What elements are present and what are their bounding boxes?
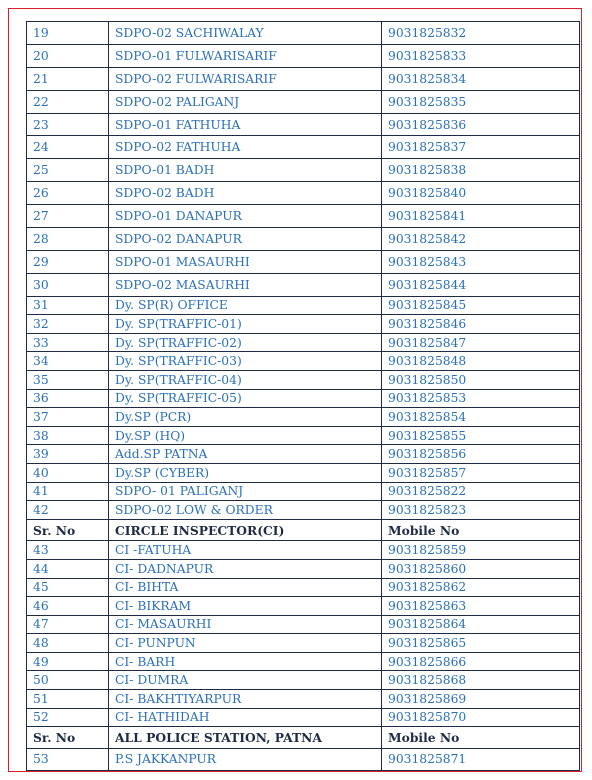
sr-cell: 39: [27, 445, 109, 464]
name-cell: SDPO-02 FATHUHA: [109, 136, 382, 159]
mobile-cell: 9031825857: [382, 464, 580, 483]
sr-cell: 26: [27, 182, 109, 205]
name-cell: CI- BAKHTIYARPUR: [109, 690, 382, 709]
sr-cell: 53: [27, 748, 109, 770]
sr-cell: 29: [27, 250, 109, 273]
mobile-cell: 9031825840: [382, 182, 580, 205]
table-row: [27, 44, 580, 67]
sr-cell: 24: [27, 136, 109, 159]
sr-cell: 21: [27, 67, 109, 90]
table-row: [27, 22, 580, 45]
table-row: [27, 352, 580, 371]
contact-table: [26, 21, 580, 771]
sr-cell: 20: [27, 44, 109, 67]
mobile-cell: 9031825844: [382, 273, 580, 296]
table-row: [27, 597, 580, 616]
sr-cell: 51: [27, 690, 109, 709]
mobile-cell: 9031825846: [382, 315, 580, 334]
mobile-cell: 9031825855: [382, 426, 580, 445]
table-row: [27, 445, 580, 464]
name-cell: SDPO-01 BADH: [109, 159, 382, 182]
table-row: [27, 389, 580, 408]
table-row: [27, 501, 580, 520]
name-cell: CI- DUMRA: [109, 671, 382, 690]
mobile-cell: 9031825866: [382, 652, 580, 671]
table-row: [27, 426, 580, 445]
name-cell: SDPO-02 SACHIWALAY: [109, 22, 382, 45]
name-cell: Dy.SP (PCR): [109, 408, 382, 427]
mobile-cell: 9031825832: [382, 22, 580, 45]
mobile-cell: 9031825842: [382, 228, 580, 251]
table-row: [27, 615, 580, 634]
name-cell: CI- BARH: [109, 652, 382, 671]
name-cell: CI- MASAURHI: [109, 615, 382, 634]
table-row: [27, 578, 580, 597]
name-cell: SDPO-01 MASAURHI: [109, 250, 382, 273]
sr-cell: 38: [27, 426, 109, 445]
table-row: [27, 182, 580, 205]
name-cell: SDPO-02 FULWARISARIF: [109, 67, 382, 90]
table-row: [27, 690, 580, 709]
mobile-cell: 9031825847: [382, 333, 580, 352]
mobile-cell: 9031825834: [382, 67, 580, 90]
sr-cell: 37: [27, 408, 109, 427]
table-row: [27, 159, 580, 182]
name-cell: SDPO-02 DANAPUR: [109, 228, 382, 251]
sr-cell: Sr. No: [27, 519, 109, 541]
sr-cell: 43: [27, 541, 109, 560]
table-row: [27, 273, 580, 296]
mobile-cell: 9031825869: [382, 690, 580, 709]
name-cell: Dy. SP(TRAFFIC-04): [109, 371, 382, 390]
table-row: [27, 315, 580, 334]
table-row: [27, 113, 580, 136]
sr-cell: 46: [27, 597, 109, 616]
mobile-cell: 9031825865: [382, 634, 580, 653]
sr-cell: 30: [27, 273, 109, 296]
sr-cell: 45: [27, 578, 109, 597]
table-row: [27, 634, 580, 653]
name-cell: Dy.SP (CYBER): [109, 464, 382, 483]
mobile-cell: 9031825837: [382, 136, 580, 159]
name-cell: CI- PUNPUN: [109, 634, 382, 653]
table-row: [27, 333, 580, 352]
mobile-cell: 9031825856: [382, 445, 580, 464]
name-cell: CI- DADNAPUR: [109, 559, 382, 578]
name-cell: Add.SP PATNA: [109, 445, 382, 464]
name-cell: CI -FATUHA: [109, 541, 382, 560]
mobile-cell: 9031825864: [382, 615, 580, 634]
sr-cell: 40: [27, 464, 109, 483]
sr-cell: 31: [27, 296, 109, 315]
mobile-cell: 9031825833: [382, 44, 580, 67]
sr-cell: 49: [27, 652, 109, 671]
mobile-cell: 9031825853: [382, 389, 580, 408]
sr-cell: 36: [27, 389, 109, 408]
name-cell: CIRCLE INSPECTOR(CI): [109, 519, 382, 541]
sr-cell: 22: [27, 90, 109, 113]
table-row: [27, 541, 580, 560]
name-cell: SDPO-02 LOW & ORDER: [109, 501, 382, 520]
sr-cell: 44: [27, 559, 109, 578]
name-cell: CI- BIKRAM: [109, 597, 382, 616]
sr-cell: 42: [27, 501, 109, 520]
table-row: [27, 464, 580, 483]
name-cell: SDPO-01 DANAPUR: [109, 205, 382, 228]
table-row: [27, 748, 580, 770]
mobile-cell: 9031825868: [382, 671, 580, 690]
mobile-cell: 9031825848: [382, 352, 580, 371]
mobile-cell: 9031825871: [382, 748, 580, 770]
sr-cell: 33: [27, 333, 109, 352]
sr-cell: 41: [27, 482, 109, 501]
sr-cell: 25: [27, 159, 109, 182]
mobile-cell: 9031825822: [382, 482, 580, 501]
name-cell: SDPO-01 FULWARISARIF: [109, 44, 382, 67]
mobile-cell: 9031825862: [382, 578, 580, 597]
mobile-cell: 9031825859: [382, 541, 580, 560]
sr-cell: 23: [27, 113, 109, 136]
mobile-cell: 9031825860: [382, 559, 580, 578]
section-header-row: [27, 727, 580, 749]
mobile-cell: 9031825854: [382, 408, 580, 427]
mobile-cell: 9031825835: [382, 90, 580, 113]
name-cell: SDPO-02 BADH: [109, 182, 382, 205]
table-row: [27, 559, 580, 578]
sr-cell: 48: [27, 634, 109, 653]
sr-cell: 27: [27, 205, 109, 228]
mobile-cell: 9031825845: [382, 296, 580, 315]
table-row: [27, 205, 580, 228]
sr-cell: 28: [27, 228, 109, 251]
name-cell: Dy. SP(TRAFFIC-03): [109, 352, 382, 371]
name-cell: Dy. SP(TRAFFIC-02): [109, 333, 382, 352]
name-cell: CI- HATHIDAH: [109, 708, 382, 727]
mobile-cell: 9031825850: [382, 371, 580, 390]
sr-cell: 47: [27, 615, 109, 634]
contact-table-body: [27, 22, 580, 771]
table-row: [27, 250, 580, 273]
name-cell: P.S JAKKANPUR: [109, 748, 382, 770]
mobile-cell: 9031825823: [382, 501, 580, 520]
table-row: [27, 90, 580, 113]
table-row: [27, 371, 580, 390]
table-row: [27, 708, 580, 727]
table-row: [27, 671, 580, 690]
name-cell: Dy. SP(TRAFFIC-05): [109, 389, 382, 408]
mobile-cell: 9031825863: [382, 597, 580, 616]
name-cell: SDPO-02 MASAURHI: [109, 273, 382, 296]
table-row: [27, 408, 580, 427]
mobile-cell: Mobile No: [382, 519, 580, 541]
mobile-cell: Mobile No: [382, 727, 580, 749]
table-row: [27, 296, 580, 315]
name-cell: SDPO-01 FATHUHA: [109, 113, 382, 136]
table-row: [27, 652, 580, 671]
sr-cell: 50: [27, 671, 109, 690]
mobile-cell: 9031825870: [382, 708, 580, 727]
name-cell: CI- BIHTA: [109, 578, 382, 597]
name-cell: SDPO-02 PALIGANJ: [109, 90, 382, 113]
table-row: [27, 136, 580, 159]
sr-cell: 52: [27, 708, 109, 727]
section-header-row: [27, 519, 580, 541]
sr-cell: Sr. No: [27, 727, 109, 749]
name-cell: Dy. SP(TRAFFIC-01): [109, 315, 382, 334]
name-cell: Dy.SP (HQ): [109, 426, 382, 445]
table-row: [27, 482, 580, 501]
mobile-cell: 9031825838: [382, 159, 580, 182]
table-row: [27, 228, 580, 251]
name-cell: ALL POLICE STATION, PATNA: [109, 727, 382, 749]
sr-cell: 32: [27, 315, 109, 334]
table-row: [27, 67, 580, 90]
name-cell: Dy. SP(R) OFFICE: [109, 296, 382, 315]
mobile-cell: 9031825841: [382, 205, 580, 228]
mobile-cell: 9031825836: [382, 113, 580, 136]
sr-cell: 34: [27, 352, 109, 371]
sr-cell: 19: [27, 22, 109, 45]
name-cell: SDPO- 01 PALIGANJ: [109, 482, 382, 501]
mobile-cell: 9031825843: [382, 250, 580, 273]
sr-cell: 35: [27, 371, 109, 390]
